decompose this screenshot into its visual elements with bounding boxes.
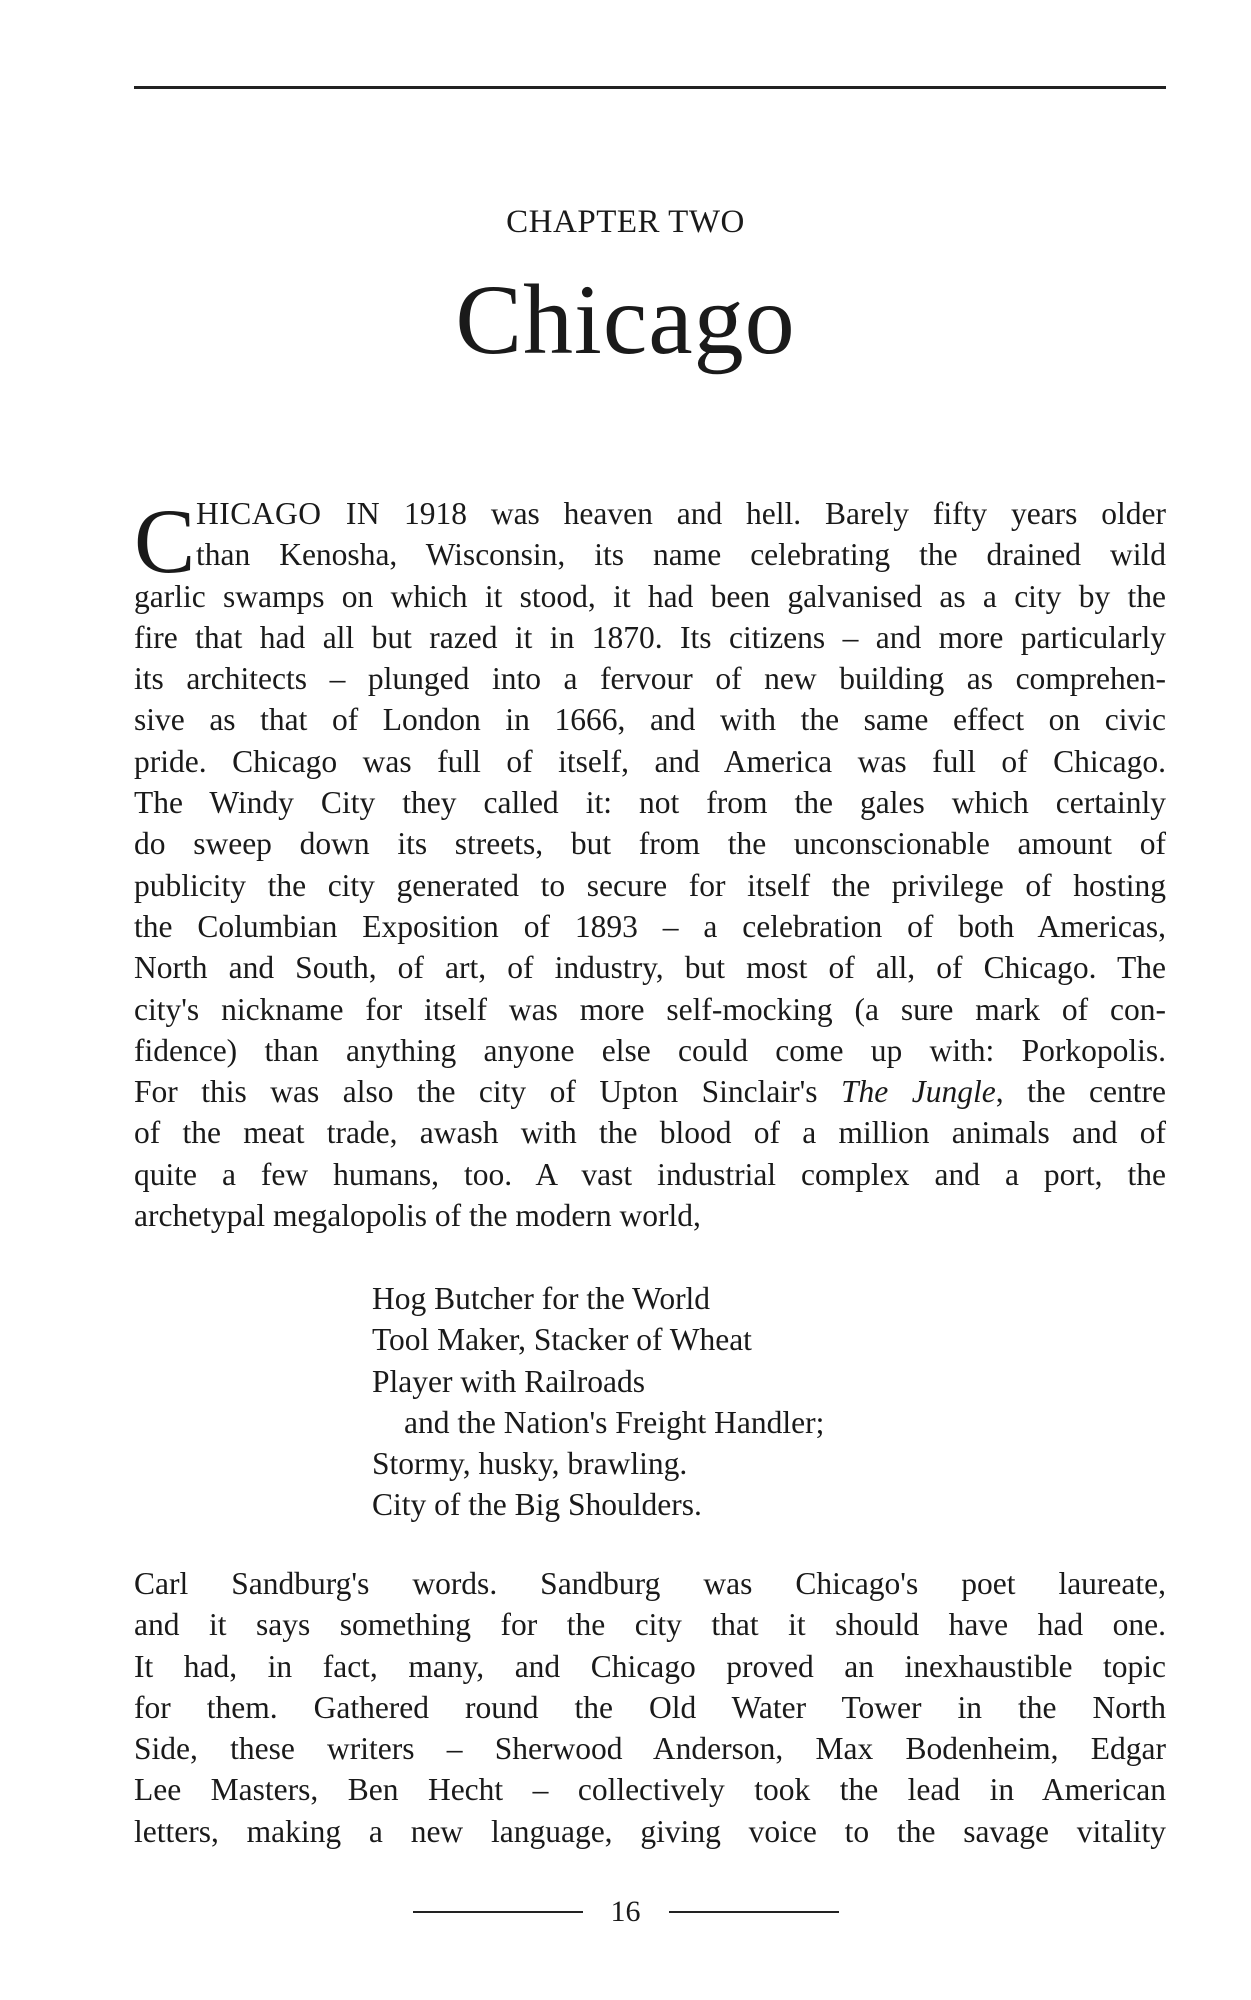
text-line: its architects – plunged into a fervour of new building as comprehen- xyxy=(134,661,1166,697)
text-line: The Windy City they called it: not from the gales which certainly xyxy=(134,785,1166,821)
drop-cap: C xyxy=(134,490,196,592)
text-line: Lee Masters, Ben Hecht – collectively took the lead in American xyxy=(134,1772,1166,1808)
text-line: archetypal megalopolis of the modern world, xyxy=(134,1198,701,1234)
verse-line: and the Nation's Freight Handler; xyxy=(404,1404,825,1440)
verse-line: Tool Maker, Stacker of Wheat xyxy=(372,1322,752,1358)
text-line: the Columbian Exposition of 1893 – a celebration of both Americas, xyxy=(134,908,1166,944)
text-line: and it says something for the city that it should have had one. xyxy=(134,1607,1166,1643)
text-line: do sweep down its streets, but from the unconscionable amount of xyxy=(134,826,1166,862)
page-number: 16 xyxy=(610,1895,641,1928)
text-line: Side, these writers – Sherwood Anderson, Max Bodenheim, Edgar xyxy=(134,1731,1166,1767)
verse-line: Stormy, husky, brawling. xyxy=(372,1446,688,1482)
text-line: quite a few humans, too. A vast industrial complex and a port, the xyxy=(134,1156,1166,1192)
footer-rule-left xyxy=(413,1911,583,1913)
text-line: than Kenosha, Wisconsin, its name celebrating the drained wild xyxy=(196,537,1166,573)
text-line: fidence) than anything anyone else could come up with: Porkopolis. xyxy=(134,1032,1166,1068)
verse-line: City of the Big Shoulders. xyxy=(372,1487,702,1523)
text-line: city's nickname for itself was more self-mocking (a sure mark of con- xyxy=(134,991,1166,1027)
text-line: Carl Sandburg's words. Sandburg was Chicago's poet laureate, xyxy=(134,1566,1166,1601)
text-line: pride. Chicago was full of itself, and America was full of Chicago. xyxy=(134,743,1166,779)
paragraph-1 xyxy=(134,490,1166,1236)
text-line: fire that had all but razed it in 1870. Its citizens – and more particularly xyxy=(134,619,1166,655)
book-title: The Jungle xyxy=(841,1074,996,1110)
chapter-title: Chicago xyxy=(455,264,796,375)
chapter-label: CHAPTER TWO xyxy=(506,204,745,240)
text-line: garlic swamps on which it stood, it had been galvanised as a city by the xyxy=(134,578,1166,614)
text-line: It had, in fact, many, and Chicago proved an inexhaustible topic xyxy=(134,1648,1166,1684)
text-line: for them. Gathered round the Old Water Tower in the North xyxy=(134,1689,1166,1725)
dropcap-container xyxy=(134,490,1166,592)
verse-quote xyxy=(372,1278,824,1526)
smallcaps-opening: HICAGO IN xyxy=(196,496,381,531)
text-line: publicity the city generated to secure for itself the privilege of hosting xyxy=(134,867,1166,903)
text-line: HICAGO IN 1918 was heaven and hell. Barely fifty years older xyxy=(196,496,1166,531)
paragraph-2 xyxy=(134,1563,1166,1852)
footer-rule-right xyxy=(669,1911,839,1913)
text-line: North and South, of art, of industry, but most of all, of Chicago. The xyxy=(134,950,1166,986)
top-rule xyxy=(134,86,1166,89)
text-line: letters, making a new language, giving voice to the savage vitality xyxy=(134,1813,1166,1849)
text-line: For this was also the city of Upton Sinclair's The Jungle, the centre xyxy=(134,1074,1166,1110)
text-line: of the meat trade, awash with the blood of a million animals and of xyxy=(134,1115,1166,1151)
text-line: sive as that of London in 1666, and with the same effect on civic xyxy=(134,702,1166,738)
verse-line: Player with Railroads xyxy=(372,1363,645,1399)
page-footer xyxy=(0,1895,1251,1929)
verse-line: Hog Butcher for the World xyxy=(372,1281,711,1316)
